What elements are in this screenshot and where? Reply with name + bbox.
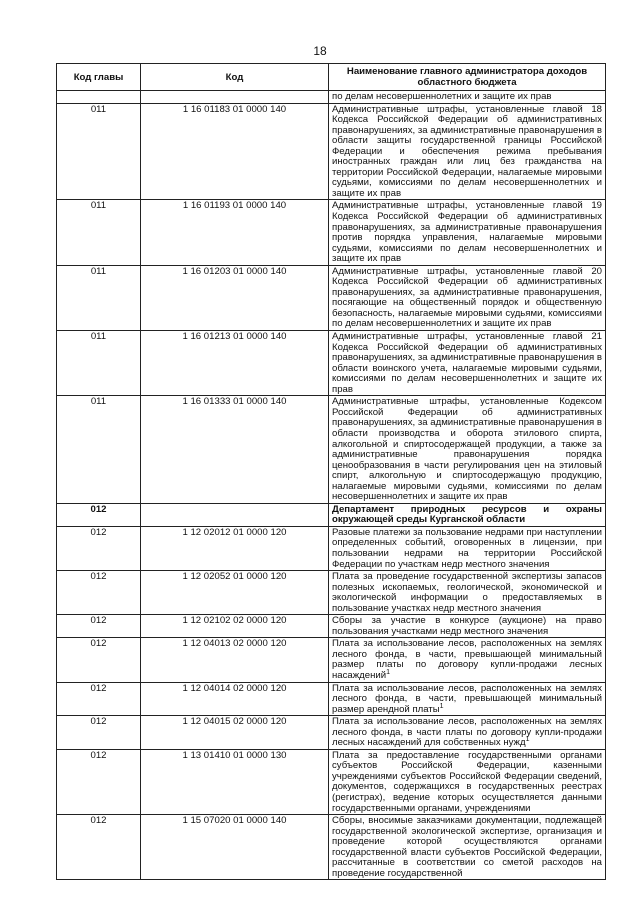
name-cell [329,749,606,814]
budget-code-cell: 1 12 04013 02 0000 120 [141,638,329,682]
header-administrator-name: Наименование главного администратора доходов областного бюджета [329,64,606,91]
chapter-code-cell: 012 [57,749,141,814]
header-code: Код [141,64,329,91]
budget-code-cell: 1 12 02012 01 0000 120 [141,526,329,570]
budget-code-cell: 1 16 01333 01 0000 140 [141,396,329,503]
name-text: Плата за предоставление государственными органами субъектов Российской Федерации, казенными учреждениями субъектов Российской Федерации сведений, документов, содержащихся в государственных реестрах (регистрах), ведение которых осуществляется данными государственными органами, учреждениями [332,749,602,814]
name-text: Административные штрафы, установленные главой 20 Кодекса Российской Федерации об административных правонарушениях, за административные правонарушения, посягающие на общественный порядок и общественную безопасность, налагаемые мировыми судьями, комиссиями по делам несовершеннолетних и защите их прав [332,265,602,330]
name-cell [329,200,606,265]
name-text: Административные штрафы, установленные Кодексом Российской Федерации об административных правонарушениях, за административные правонарушения в области производства и оборота этилового спирта, алкогольной и спиртосодержащей продукции, а также за административные правонарушения порядка ценообразования в части регулирования цен на этиловый спирт, алкогольную и спиртосодержащую продукцию, налагаемые мировыми судьями, комиссиями по делам несовершеннолетних и защите их прав [332,396,602,503]
name-cell [329,815,606,880]
table-header-row [57,64,606,91]
budget-code-cell: 1 12 02102 02 0000 120 [141,615,329,638]
name-text: Плата за использование лесов, расположенных на землях лесного фонда, в части, превышающей минимальный размер платы по договору купли-продажи лесных насаждений [332,638,602,681]
chapter-code-cell: 012 [57,638,141,682]
table-row [57,571,606,615]
budget-code-cell: 1 12 02052 01 0000 120 [141,571,329,615]
name-text: Департамент природных ресурсов и охраны окружающей среды Курганской области [332,503,602,526]
name-text: Административные штрафы, установленные главой 21 Кодекса Российской Федерации об административных правонарушениях, за административные правонарушения в области воинского учета, налагаемые мировыми судьями, комиссиями по делам несовершеннолетних и защите их прав [332,331,602,395]
chapter-code-cell: 012 [57,682,141,716]
header-chapter-code: Код главы [57,64,141,91]
name-cell [329,396,606,503]
table-row [57,682,606,716]
chapter-code-cell: 011 [57,331,141,396]
name-cell [329,571,606,615]
name-text: Административные штрафы, установленные главой 18 Кодекса Российской Федерации об административных правонарушениях, за административные правонарушения в области защиты государственной границы Российской Федерации и обеспечения режима пребывания иностранных граждан или лиц без гражданства на территории Российской Федерации, налагаемые мировыми судьями, комиссиями по делам несовершеннолетних и защите их прав [332,103,602,199]
footnote-marker: 1 [386,668,391,676]
table-row [57,103,606,200]
name-text: Плата за использование лесов, расположенных на землях лесного фонда, в части, превышающей минимальный размер арендной платы [332,682,602,715]
revenue-administrators-table [56,63,606,880]
table-row [57,396,606,503]
chapter-code-cell: 012 [57,815,141,880]
name-text: Сборы, вносимые заказчиками документации, подлежащей государственной экологической экспертизе, организация и проведение которой осуществляются органами государственной власти субъектов Российской Федерации, рассчитанные в соответствии со сметой расходов на проведение государственной [332,815,602,879]
name-cell [329,638,606,682]
table-row [57,200,606,265]
table-row [57,331,606,396]
budget-code-cell [141,503,329,526]
name-text: по делам несовершеннолетних и защите их прав [332,91,552,102]
name-text: Сборы за участие в конкурсе (аукционе) на право пользования участками недр местного значения [332,615,602,637]
table-row [57,526,606,570]
budget-code-cell [141,91,329,104]
name-text: Плата за использование лесов, расположенных на землях лесного фонда, в части платы по договору купли-продажи лесных насаждений для собственных нужд [332,716,602,749]
budget-code-cell: 1 12 04015 02 0000 120 [141,716,329,750]
chapter-code-cell: 011 [57,103,141,200]
chapter-code-cell: 011 [57,265,141,330]
chapter-code-cell: 011 [57,396,141,503]
name-cell [329,91,606,104]
budget-code-cell: 1 12 04014 02 0000 120 [141,682,329,716]
name-text: Разовые платежи за пользование недрами при наступлении определенных событий, оговоренных в лицензии, при пользовании недрами на территории Российской Федерации по участкам недр местного значения [332,526,602,570]
name-cell [329,503,606,526]
chapter-code-cell: 012 [57,526,141,570]
name-text: Административные штрафы, установленные главой 19 Кодекса Российской Федерации об административных правонарушениях, за административные правонарушения против порядка управления, налагаемые мировыми судьями, комиссиями по делам несовершеннолетних и защите их прав [332,200,602,265]
name-cell [329,265,606,330]
table-row [57,503,606,526]
name-cell [329,103,606,200]
footnote-marker: 1 [439,702,444,710]
name-text: Плата за проведение государственной экспертизы запасов полезных ископаемых, геологической, экономической и экологической информации о предоставляемых в пользование участках недр местного значения [332,571,602,614]
budget-code-cell: 1 16 01183 01 0000 140 [141,103,329,200]
chapter-code-cell: 012 [57,503,141,526]
table-row [57,265,606,330]
table-row [57,749,606,814]
table-row [57,638,606,682]
table-body [57,91,606,880]
name-cell [329,615,606,638]
chapter-code-cell: 012 [57,615,141,638]
name-cell [329,331,606,396]
chapter-code-cell [57,91,141,104]
budget-code-cell: 1 15 07020 01 0000 140 [141,815,329,880]
footnote-marker: 1 [525,736,530,744]
budget-code-cell: 1 13 01410 01 0000 130 [141,749,329,814]
name-cell [329,716,606,750]
table-row [57,716,606,750]
name-cell [329,682,606,716]
table-row [57,815,606,880]
name-cell [329,526,606,570]
page-number: 18 [313,44,327,58]
table-row [57,615,606,638]
chapter-code-cell: 012 [57,571,141,615]
table-row [57,91,606,104]
budget-code-cell: 1 16 01203 01 0000 140 [141,265,329,330]
chapter-code-cell: 011 [57,200,141,265]
budget-code-cell: 1 16 01213 01 0000 140 [141,331,329,396]
budget-code-cell: 1 16 01193 01 0000 140 [141,200,329,265]
chapter-code-cell: 012 [57,716,141,750]
